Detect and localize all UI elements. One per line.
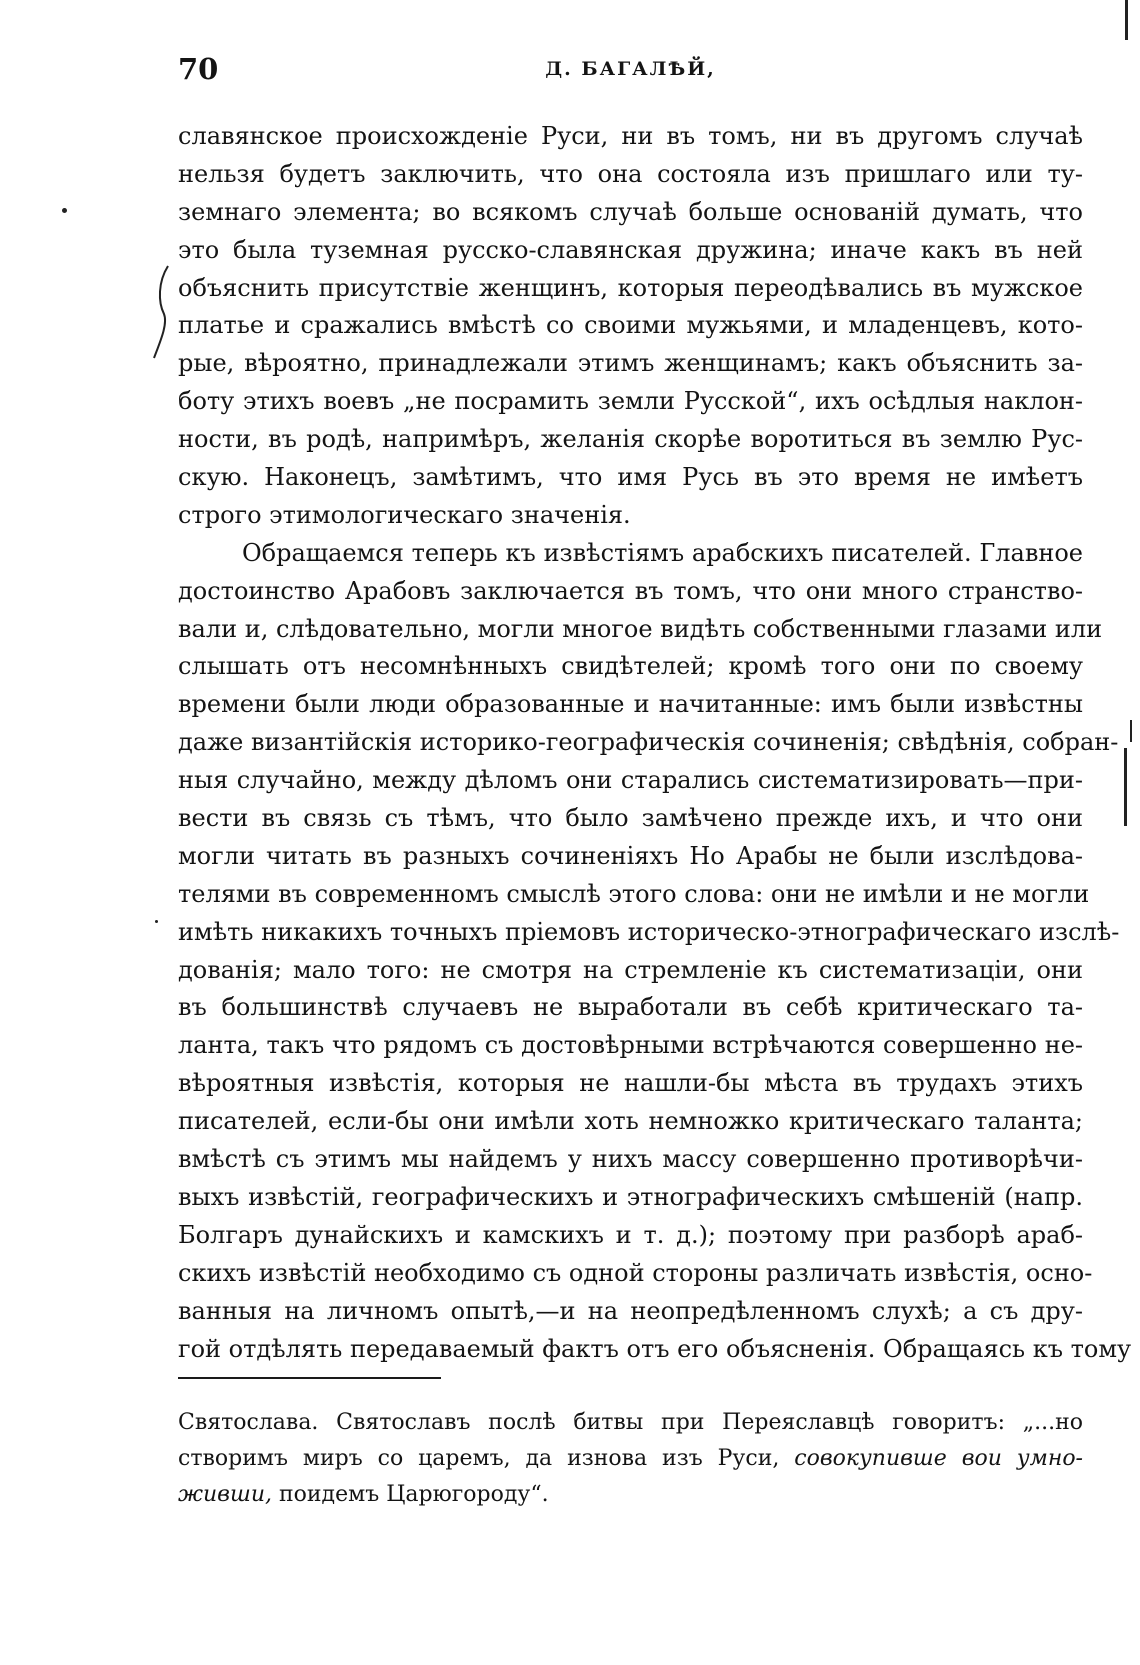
- text-line: слышать отъ несомнѣнныхъ свидѣтелей; кромѣ того они по своему: [178, 652, 1083, 681]
- text-line: даже византійскія историко-географическія сочиненія; свѣдѣнія, собран-: [178, 728, 1119, 757]
- footnote-line: [178, 1441, 1083, 1477]
- text-line: дованія; мало того: не смотря на стремленіе къ систематизаціи, они: [178, 955, 1083, 984]
- footnote-text: поидемъ Царюгороду“.: [271, 1482, 549, 1507]
- page-header: [178, 52, 1083, 96]
- footnote-text: створимъ миръ со царемъ, да изнова изъ Руси,: [178, 1446, 795, 1471]
- body-text: [178, 118, 1132, 1368]
- footnote-italic-text: живши,: [178, 1482, 272, 1507]
- footnote-italic-text: совокупивше вои умно-: [794, 1446, 1083, 1471]
- text-line: могли читать въ разныхъ сочиненіяхъ Но Арабы не были изслѣдова-: [178, 841, 1083, 870]
- margin-bracket-mark: [150, 262, 180, 362]
- text-line: скую. Наконецъ, замѣтимъ, что имя Русь въ это время не имѣетъ: [178, 463, 1083, 492]
- text-line: ности, въ родѣ, напримѣръ, желанія скорѣе воротиться въ землю Рус-: [178, 425, 1083, 454]
- text-line: ныя случайно, между дѣломъ они старались систематизировать—при-: [178, 766, 1083, 795]
- text-line: строго этимологическаго значенія.: [178, 500, 631, 529]
- footnote: [178, 1405, 1083, 1513]
- page-edge-mark: [1130, 720, 1132, 742]
- paragraph-start-line: Обращаемся теперь къ извѣстіямъ арабскихъ писателей. Главное: [242, 538, 1083, 567]
- text-line: вѣроятныя извѣстія, которыя не нашли-бы мѣста въ трудахъ этихъ: [178, 1069, 1083, 1098]
- footnote-line: Святослава. Святославъ послѣ битвы при Переяславцѣ говоритъ: „...но: [178, 1410, 1083, 1435]
- text-line: ланта, такъ что рядомъ съ достовѣрными встрѣчаются совершенно не-: [178, 1031, 1083, 1060]
- text-line: времени были люди образованные и начитанные: имъ были извѣстны: [178, 690, 1083, 719]
- text-line: скихъ извѣстій необходимо съ одной стороны различать извѣстія, осно-: [178, 1258, 1093, 1287]
- page-edge-mark: [1125, 0, 1128, 40]
- text-line: боту этихъ воевъ „не посрамить земли Русской“, ихъ осѣдлыя наклон-: [178, 387, 1083, 416]
- page-number: 70: [178, 52, 219, 86]
- footnote-separator: [178, 1377, 441, 1379]
- text-line: имѣть никакихъ точныхъ пріемовъ историческо-этнографическаго изслѣ-: [178, 917, 1120, 946]
- text-line: платье и сражались вмѣстѣ со своими мужьями, и младенцевъ, кото-: [178, 311, 1083, 340]
- text-line: выхъ извѣстій, географическихъ и этнографическихъ смѣшеній (напр.: [178, 1182, 1083, 1211]
- text-line: ванныя на личномъ опытѣ,—и на неопредѣленномъ слухѣ; а съ дру-: [178, 1296, 1083, 1325]
- page-edge-mark: [1124, 748, 1127, 826]
- text-line: телями въ современномъ смыслѣ этого слова: они не имѣли и не могли: [178, 879, 1090, 908]
- text-line: рые, вѣроятно, принадлежали этимъ женщинамъ; какъ объяснить за-: [178, 349, 1083, 378]
- text-line: объяснить присутствіе женщинъ, которыя переодѣвались въ мужское: [178, 273, 1083, 302]
- text-line: вмѣстѣ съ этимъ мы найдемъ у нихъ массу совершенно противорѣчи-: [178, 1145, 1083, 1174]
- text-line: это была туземная русско-славянская дружина; иначе какъ въ ней: [178, 235, 1083, 264]
- text-line: писателей, если-бы они имѣли хоть немножко критическаго таланта;: [178, 1107, 1083, 1136]
- footnote-line: [178, 1477, 1083, 1513]
- text-line: вести въ связь съ тѣмъ, что было замѣчено прежде ихъ, и что они: [178, 804, 1083, 833]
- text-line: земнаго элемента; во всякомъ случаѣ больше основаній думать, что: [178, 197, 1083, 226]
- text-line: нельзя будетъ заключить, что она состояла изъ пришлаго или ту-: [178, 159, 1083, 188]
- margin-dot-mark: [155, 920, 158, 923]
- text-line: вали и, слѣдовательно, могли многое видѣть собственными глазами или: [178, 614, 1103, 643]
- text-line: достоинство Арабовъ заключается въ томъ, что они много странство-: [178, 576, 1083, 605]
- running-head: Д. БАГАЛѢЙ,: [545, 58, 716, 80]
- margin-dot-mark: [62, 208, 67, 213]
- text-line: славянское происхожденіе Руси, ни въ томъ, ни въ другомъ случаѣ: [178, 122, 1083, 150]
- text-line: въ большинствѣ случаевъ не выработали въ себѣ критическаго та-: [178, 993, 1083, 1022]
- text-line: Болгаръ дунайскихъ и камскихъ и т. д.); поэтому при разборѣ араб-: [178, 1220, 1083, 1249]
- text-line: гой отдѣлять передаваемый фактъ отъ его объясненія. Обращаясь къ тому: [178, 1334, 1132, 1363]
